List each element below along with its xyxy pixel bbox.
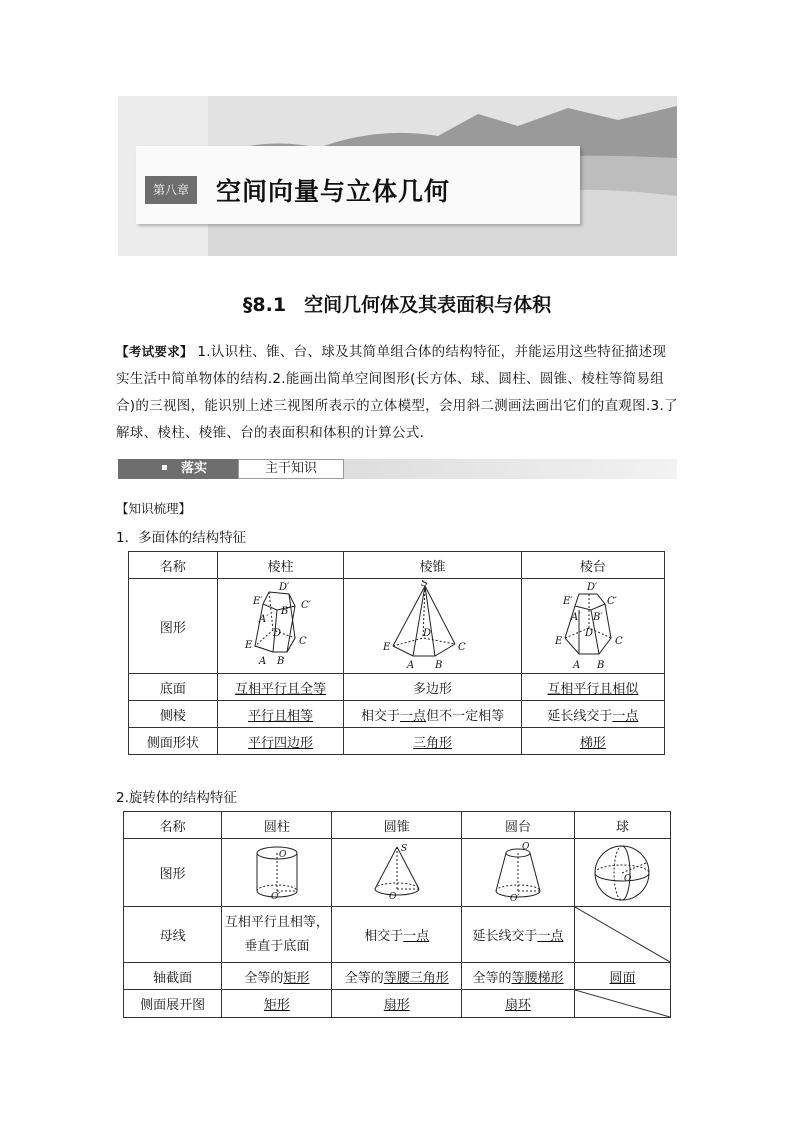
bar-dark-text: 落实 (181, 461, 208, 476)
cylinder-label: O′ (270, 891, 281, 902)
cell-answer: 互相平行且相似 (547, 681, 639, 697)
cell-answer: 等腰梯形 (511, 970, 564, 986)
table2-empty-cell (574, 907, 670, 963)
table1-row (129, 728, 665, 755)
cell-answer: 一点 (537, 929, 564, 944)
section-number: §8.1 (242, 294, 287, 316)
table2-cell (332, 963, 461, 990)
section-title (0, 290, 794, 317)
table2-row-label: 母线 (124, 907, 222, 963)
cell-answer: 圆面 (609, 970, 636, 986)
prism-vertex-label: C (298, 636, 307, 647)
cell-answer: 扇形 (383, 998, 410, 1013)
frustum-vertex-label: B (596, 660, 605, 671)
table2-cell (574, 963, 670, 990)
cell-answer: 一点 (612, 708, 639, 724)
cone-label: S (400, 843, 407, 854)
cell-answer: 矩形 (263, 998, 290, 1013)
table2-row-label: 图形 (124, 839, 222, 907)
table1-cell (344, 728, 521, 755)
requirements-text: 1.认识柱、锥、台、球及其简单组合体的结构特征，并能运用这些特征描述现实生活中简单物体的结构.2.能画出简单空间图形(长方体、球、圆柱、圆锥、棱柱等简易组合)的三视图，能识别上述三视图所表示的立体模型，会用斜二测画法画出它们的直观图.3.了解球、棱柱、棱锥、台的表面积和体积的计算公式. (116, 344, 678, 441)
cell-text: 但不一定相等 (426, 708, 505, 724)
table1-header: 棱锥 (344, 552, 521, 579)
frustum-vertex-label: A (572, 660, 581, 671)
frustum-vertex-label: A′ (570, 612, 581, 623)
pyramid-vertex-label: C (457, 642, 466, 653)
prism-vertex-label: D (272, 628, 281, 639)
cell-answer: 矩形 (283, 970, 310, 986)
sphere-label: O (624, 873, 632, 884)
table1-header: 棱柱 (217, 552, 344, 579)
cell-text: 全等的 (244, 970, 284, 986)
table2-header: 名称 (124, 812, 222, 839)
pyramid-figure-cell (344, 579, 521, 674)
table2-row-label: 侧面展开图 (124, 990, 222, 1018)
cell-answer: 一点 (403, 929, 430, 944)
cell-answer: 等腰三角形 (383, 970, 449, 986)
cylinder-figure (237, 841, 317, 905)
cell-text: 相交于 (361, 708, 401, 724)
square-bullet-icon (162, 465, 167, 470)
table1-cell (217, 701, 344, 728)
chapter-tag: 第八章 (145, 176, 197, 204)
diagonal-slash (575, 990, 670, 1017)
table1-cell (217, 728, 344, 755)
cell-answer: 三角形 (413, 735, 453, 751)
table1-row (129, 674, 665, 701)
cone-frustum-figure (478, 841, 558, 905)
table2-header: 球 (574, 812, 670, 839)
table2-header: 圆台 (461, 812, 574, 839)
cell-text: 延长线交于 (547, 708, 613, 724)
requirements-label: 【考试要求】 (116, 344, 193, 359)
table1-cell (521, 728, 664, 755)
cell-text: 多边形 (413, 681, 453, 697)
prism-vertex-label: E′ (252, 596, 263, 607)
cell-text: 延长线交于 (472, 929, 538, 944)
table1-row-label: 底面 (129, 674, 218, 701)
table1-header-row (129, 552, 665, 579)
prism-vertex-label: B′ (280, 606, 291, 617)
table1-heading: 1．多面体的结构特征 (116, 530, 247, 546)
table2-row (124, 963, 671, 990)
prism-vertex-label: C′ (300, 600, 311, 611)
cell-text: 全等的 (344, 970, 384, 986)
prism-figure (221, 580, 341, 672)
cone-figure (357, 841, 437, 905)
cell-text: 相交于 (364, 929, 404, 944)
prism-vertex-label: A (258, 656, 266, 667)
table2-row (124, 990, 671, 1018)
table1-row (129, 701, 665, 728)
table2-cell (222, 907, 332, 963)
bar-light-label: 主干知识 (238, 459, 344, 479)
cell-answer: 平行四边形 (248, 735, 314, 751)
cell-text: 全等的 (472, 970, 512, 986)
pyramid-vertex-label: B (434, 660, 442, 671)
prism-figure-cell (217, 579, 344, 674)
table2-cell (461, 963, 574, 990)
table1-cell (521, 701, 664, 728)
table1-cell (521, 674, 664, 701)
table2-cell (461, 907, 574, 963)
section-name: 空间几何体及其表面积与体积 (304, 294, 552, 316)
table2-cell (461, 990, 574, 1018)
cylinder-figure-cell (222, 839, 332, 907)
frustum-vertex-label: C′ (606, 596, 617, 607)
table2-cell (332, 907, 461, 963)
pyramid-vertex-label: A (406, 660, 414, 671)
table2-cell (222, 990, 332, 1018)
table2-empty-cell (574, 990, 670, 1018)
frustum-cone-label: O′ (509, 893, 520, 904)
frustum-vertex-label: D (584, 628, 593, 639)
table2-header: 圆柱 (222, 812, 332, 839)
cell-answer: 平行且相等 (248, 708, 314, 724)
pyramid-figure (373, 580, 493, 672)
sphere-figure (582, 841, 662, 905)
frustum-figure-cell (521, 579, 664, 674)
frustum-vertex-label: D′ (586, 582, 598, 593)
exam-requirements (116, 338, 678, 447)
table2-row (124, 907, 671, 963)
section-bar (118, 459, 677, 479)
cell-answer: 扇环 (504, 998, 531, 1013)
prism-vertex-label: D′ (278, 582, 289, 593)
table1-row-label: 侧面形状 (129, 728, 218, 755)
pyramid-vertex-label: D (422, 628, 431, 639)
solid-of-revolution-table (123, 811, 671, 1018)
sphere-figure-cell (574, 839, 670, 907)
prism-vertex-label: B (276, 656, 284, 667)
frustum-cone-label: O (521, 841, 530, 852)
table1-cell (217, 674, 344, 701)
diagonal-slash (575, 907, 670, 962)
cell-answer: 梯形 (579, 735, 606, 751)
cone-label: O (388, 891, 397, 902)
cell-answer: 一点 (400, 708, 427, 724)
frustum-cone-figure-cell (461, 839, 574, 907)
table1-header: 棱台 (521, 552, 664, 579)
table2-header-row (124, 812, 671, 839)
table1-row-label: 侧棱 (129, 701, 218, 728)
frustum-vertex-label: B′ (592, 612, 603, 623)
table2-figure-row (124, 839, 671, 907)
table1-figure-row (129, 579, 665, 674)
pyramid-vertex-label: E (382, 642, 390, 653)
pyramid-vertex-label: S (420, 580, 428, 589)
table2-header: 圆锥 (332, 812, 461, 839)
table1-cell (344, 701, 521, 728)
frustum-vertex-label: E′ (562, 596, 573, 607)
frustum-vertex-label: E (554, 636, 563, 647)
table2-heading: 2.旋转体的结构特征 (116, 790, 237, 806)
table1-row-label: 图形 (129, 579, 218, 674)
cell-answer: 互相平行且全等 (235, 681, 327, 697)
table2-cell (332, 990, 461, 1018)
prism-vertex-label: E (244, 640, 252, 651)
knowledge-label: 【知识梳理】 (116, 501, 192, 516)
prism-vertex-label: A′ (258, 614, 269, 625)
frustum-figure (533, 580, 653, 672)
bar-dark-label (118, 459, 238, 479)
table1-cell (344, 674, 521, 701)
frustum-vertex-label: C (614, 636, 623, 647)
table2-cell (222, 963, 332, 990)
chapter-title: 空间向量与立体几何 (216, 177, 451, 206)
cylinder-label: O (278, 849, 287, 860)
polyhedron-table (128, 551, 665, 755)
cell-text: 互相平行且相等，垂直于底面 (224, 914, 329, 954)
table1-header: 名称 (129, 552, 218, 579)
cone-figure-cell (332, 839, 461, 907)
table2-row-label: 轴截面 (124, 963, 222, 990)
